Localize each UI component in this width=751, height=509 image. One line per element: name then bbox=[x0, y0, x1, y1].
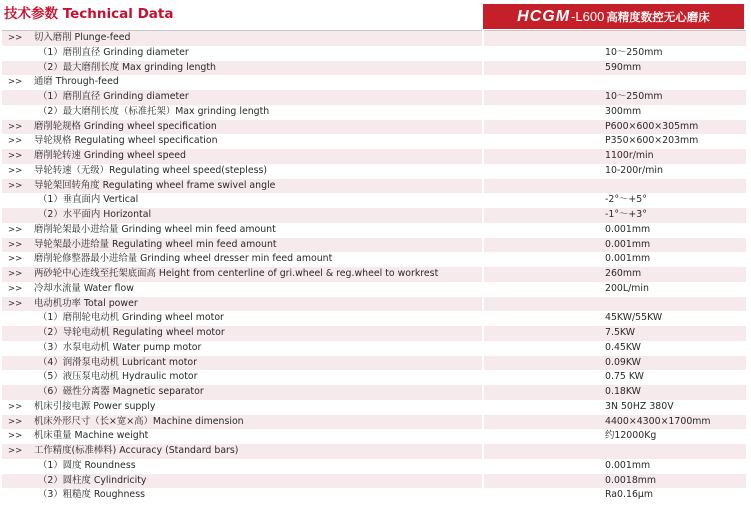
spec-row bbox=[2, 223, 746, 238]
row-marker: >> bbox=[8, 254, 23, 265]
spec-label: 磨削轮转速 Grinding wheel speed bbox=[34, 150, 187, 161]
spec-value: 300mm bbox=[486, 105, 746, 120]
spec-row bbox=[2, 267, 746, 282]
model-description: 高精度数控无心磨床 bbox=[606, 9, 710, 24]
spec-label: （6）磁性分离器 Magnetic separator bbox=[38, 386, 204, 397]
spec-label: （3）粗糙度 Roughness bbox=[38, 489, 145, 501]
spec-label: （2）导轮电动机 Regulating wheel motor bbox=[38, 327, 225, 338]
spec-label: （2）最大磨削长度（标准托架）Max grinding length bbox=[38, 105, 270, 117]
spec-value: 45KW/55KW bbox=[486, 311, 746, 326]
spec-value: 0.0018mm bbox=[486, 474, 746, 489]
spec-row bbox=[2, 61, 746, 76]
spec-value bbox=[486, 444, 746, 459]
spec-label: （2）圆柱度 Cylindricity bbox=[38, 474, 147, 486]
row-marker: >> bbox=[8, 239, 23, 250]
spec-label: 磨削轮修整器最小进给量 Grinding wheel dresser min feed amount bbox=[34, 253, 333, 265]
spec-label: 机床重量 Machine weight bbox=[34, 430, 149, 442]
spec-row bbox=[2, 31, 746, 46]
spec-label: （2）最大磨削长度 Max grinding length bbox=[38, 61, 216, 73]
model-number: -L600 bbox=[571, 9, 605, 24]
row-marker: >> bbox=[8, 269, 23, 279]
spec-value: 0.75 KW bbox=[486, 370, 746, 385]
spec-label: 导轮架最小进给量 Regulating wheel min feed amount bbox=[34, 238, 277, 250]
spec-label: 通磨 Through-feed bbox=[34, 76, 119, 88]
spec-label: 导轮规格 Regulating wheel specification bbox=[34, 135, 218, 147]
row-marker: >> bbox=[8, 416, 23, 427]
spec-table bbox=[2, 30, 746, 503]
spec-label: 切入磨削 Plunge-feed bbox=[34, 32, 131, 43]
spec-label: 工作精度(标准棒料) Accuracy (Standard bars) bbox=[34, 445, 239, 456]
spec-value: 0.09KW bbox=[486, 356, 746, 371]
spec-label: （1）圆度 Roundness bbox=[38, 459, 136, 471]
spec-value: 3N 50HZ 380V bbox=[486, 400, 746, 415]
spec-label: 冷却水流量 Water flow bbox=[34, 282, 134, 294]
spec-row bbox=[2, 75, 746, 90]
row-marker: >> bbox=[8, 136, 23, 147]
spec-label: （2）水平面内 Horizontal bbox=[38, 209, 152, 220]
spec-row bbox=[2, 134, 746, 149]
page-title: 技术参数 Technical Data bbox=[4, 6, 174, 22]
spec-label: （1）磨削直径 Grinding diameter bbox=[38, 46, 189, 58]
row-marker: >> bbox=[8, 180, 23, 191]
row-marker: >> bbox=[8, 431, 23, 442]
row-marker: >> bbox=[8, 151, 23, 161]
row-marker: >> bbox=[8, 77, 23, 88]
row-marker: >> bbox=[8, 33, 23, 43]
spec-row bbox=[2, 370, 746, 385]
spec-row bbox=[2, 193, 746, 208]
spec-value: -1°～+3° bbox=[486, 208, 746, 223]
spec-row bbox=[2, 282, 746, 297]
spec-value: 0.001mm bbox=[486, 223, 746, 238]
spec-row bbox=[2, 311, 746, 326]
row-marker: >> bbox=[8, 283, 23, 294]
spec-row bbox=[2, 252, 746, 267]
spec-value: 0.45KW bbox=[486, 341, 746, 356]
spec-label: （1）磨削轮电动机 Grinding wheel motor bbox=[38, 312, 224, 324]
spec-label: 磨削轮规格 Grinding wheel specification bbox=[34, 120, 217, 132]
spec-value: 10～250mm bbox=[486, 46, 746, 61]
spec-row bbox=[2, 474, 746, 489]
spec-value bbox=[486, 179, 746, 194]
spec-row bbox=[2, 164, 746, 179]
spec-value: 0.001mm bbox=[486, 252, 746, 267]
row-marker: >> bbox=[8, 121, 23, 132]
row-marker: >> bbox=[8, 165, 23, 176]
spec-label: 磨削轮架最小进给量 Grinding wheel min feed amount bbox=[34, 223, 276, 235]
spec-label: 导轮转速（无级）Regulating wheel speed(stepless) bbox=[34, 164, 268, 176]
spec-value: 0.001mm bbox=[486, 459, 746, 474]
spec-row bbox=[2, 488, 746, 503]
spec-row bbox=[2, 46, 746, 61]
spec-label: （1）垂直面内 Vertical bbox=[38, 194, 139, 206]
spec-row bbox=[2, 238, 746, 253]
spec-label: 机床引接电源 Power supply bbox=[34, 400, 156, 412]
spec-row bbox=[2, 341, 746, 356]
spec-label: （5）液压泵电动机 Hydraulic motor bbox=[38, 371, 198, 383]
spec-label: （4）润滑泵电动机 Lubricant motor bbox=[38, 356, 197, 368]
spec-value bbox=[486, 297, 746, 312]
spec-value: Ra0.16μm bbox=[486, 488, 746, 503]
spec-row bbox=[2, 297, 746, 312]
row-marker: >> bbox=[8, 446, 23, 456]
spec-row bbox=[2, 149, 746, 164]
spec-value: 0.001mm bbox=[486, 238, 746, 253]
spec-value: 260mm bbox=[486, 267, 746, 282]
spec-value: P350×600×203mm bbox=[486, 134, 746, 149]
spec-row bbox=[2, 429, 746, 444]
spec-value bbox=[486, 31, 746, 46]
spec-row bbox=[2, 105, 746, 120]
spec-value: 10-200r/min bbox=[486, 164, 746, 179]
spec-row bbox=[2, 459, 746, 474]
spec-label: 导轮架回转角度 Regulating wheel frame swivel angle bbox=[34, 179, 276, 191]
spec-row bbox=[2, 326, 746, 341]
spec-value: P600×600×305mm bbox=[486, 120, 746, 135]
spec-value: 4400×4300×1700mm bbox=[486, 415, 746, 430]
spec-row bbox=[2, 444, 746, 459]
spec-value bbox=[486, 75, 746, 90]
spec-label: （1）磨削直径 Grinding diameter bbox=[38, 91, 189, 102]
spec-row bbox=[2, 208, 746, 223]
row-marker: >> bbox=[8, 298, 23, 309]
spec-row bbox=[2, 385, 746, 400]
spec-value: 200L/min bbox=[486, 282, 746, 297]
row-marker: >> bbox=[8, 224, 23, 235]
spec-row bbox=[2, 90, 746, 105]
spec-value: -2°～+5° bbox=[486, 193, 746, 208]
spec-row bbox=[2, 415, 746, 430]
spec-label: 电动机功率 Total power bbox=[34, 297, 138, 309]
spec-label: （3）水泵电动机 Water pump motor bbox=[38, 341, 202, 353]
spec-row bbox=[2, 120, 746, 135]
brand-logo: HCGM bbox=[517, 7, 571, 25]
spec-value: 约12000Kg bbox=[486, 429, 746, 444]
product-banner bbox=[483, 4, 744, 29]
spec-label: 两砂轮中心连线至托架底面高 Height from centerline of gri.wheel & reg.wheel to workrest bbox=[34, 268, 439, 279]
spec-value: 10～250mm bbox=[486, 90, 746, 105]
spec-value: 0.18KW bbox=[486, 385, 746, 400]
spec-value: 590mm bbox=[486, 61, 746, 76]
spec-label: 机床外形尺寸（长×宽×高）Machine dimension bbox=[34, 415, 244, 427]
row-marker: >> bbox=[8, 401, 23, 412]
column-divider bbox=[482, 30, 484, 504]
spec-row bbox=[2, 179, 746, 194]
spec-value: 7.5KW bbox=[486, 326, 746, 341]
spec-value: 1100r/min bbox=[486, 149, 746, 164]
spec-row bbox=[2, 356, 746, 371]
spec-row bbox=[2, 400, 746, 415]
